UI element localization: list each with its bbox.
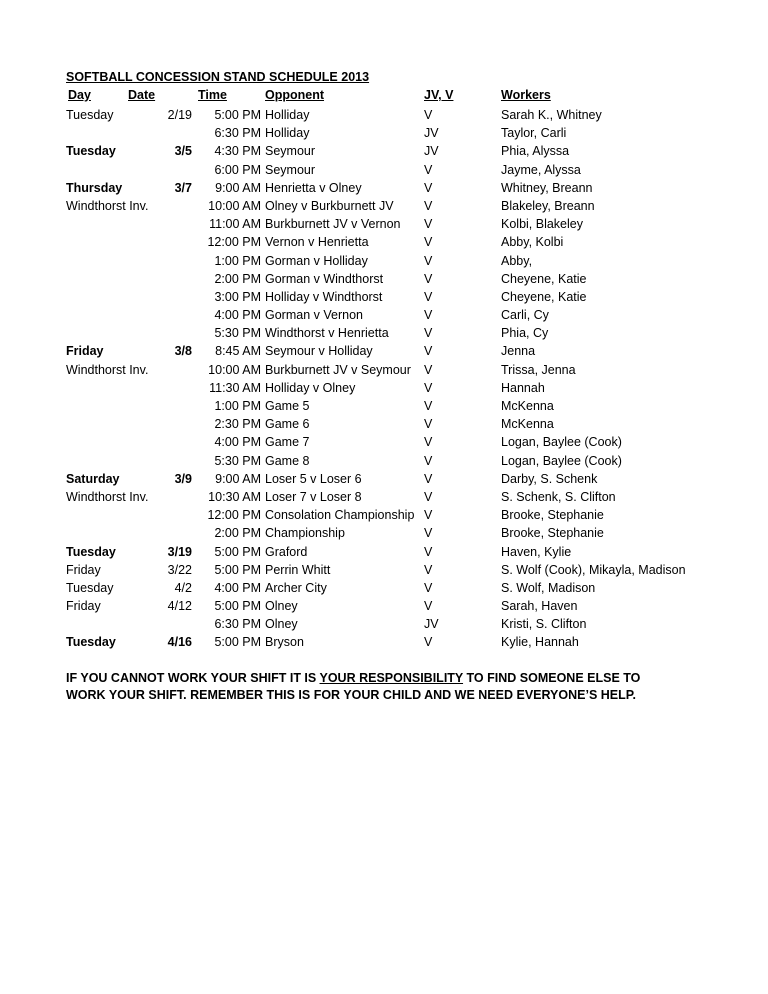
time-cell: 10:00 AM <box>208 362 261 377</box>
workers-cell: Whitney, Breann <box>501 180 593 195</box>
table-row <box>0 561 768 579</box>
table-row <box>0 524 768 542</box>
level-cell: V <box>424 599 433 614</box>
opponent-cell: Championship <box>265 526 345 541</box>
day-cell: Tuesday <box>66 580 114 595</box>
workers-cell: Logan, Baylee (Cook) <box>501 435 622 450</box>
opponent-cell: Holliday <box>265 126 310 141</box>
level-cell: V <box>424 217 433 232</box>
workers-cell: Phia, Cy <box>501 326 549 341</box>
table-row <box>0 142 768 160</box>
level-cell: V <box>424 635 433 650</box>
date-cell: 3/9 <box>174 471 192 486</box>
opponent-cell: Gorman v Vernon <box>265 308 363 323</box>
opponent-cell: Holliday v Olney <box>265 380 356 395</box>
opponent-cell: Burkburnett JV v Seymour <box>265 362 411 377</box>
header-date: Date <box>128 88 156 102</box>
level-cell: V <box>424 580 433 595</box>
level-cell: V <box>424 235 433 250</box>
opponent-cell: Loser 7 v Loser 8 <box>265 489 362 504</box>
footer-emphasis: YOUR RESPONSIBILITY <box>319 671 464 685</box>
workers-cell: Jenna <box>501 344 536 359</box>
header-day: Day <box>68 88 91 102</box>
workers-cell: Sarah, Haven <box>501 599 578 614</box>
table-row <box>0 252 768 270</box>
table-row <box>0 233 768 251</box>
opponent-cell: Seymour <box>265 144 316 159</box>
date-cell: 4/2 <box>174 580 192 595</box>
level-cell: V <box>424 489 433 504</box>
table-row <box>0 106 768 124</box>
level-cell: V <box>424 508 433 523</box>
level-cell: V <box>424 308 433 323</box>
opponent-cell: Seymour <box>265 162 316 177</box>
time-cell: 4:00 PM <box>214 308 261 323</box>
level-cell: V <box>424 253 433 268</box>
table-row <box>0 543 768 561</box>
workers-cell: Brooke, Stephanie <box>501 526 604 541</box>
time-cell: 2:00 PM <box>214 526 261 541</box>
opponent-cell: Holliday v Windthorst <box>265 289 383 304</box>
level-cell: V <box>424 562 433 577</box>
time-cell: 5:00 PM <box>214 544 261 559</box>
workers-cell: S. Schenk, S. Clifton <box>501 489 616 504</box>
time-cell: 4:00 PM <box>214 580 261 595</box>
opponent-cell: Perrin Whitt <box>265 562 331 577</box>
time-cell: 2:30 PM <box>214 417 261 432</box>
table-row <box>0 124 768 142</box>
opponent-cell: Holliday <box>265 108 310 122</box>
time-cell: 5:30 PM <box>214 326 261 341</box>
time-cell: 6:30 PM <box>214 126 261 141</box>
time-cell: 1:00 PM <box>214 399 261 413</box>
workers-cell: Phia, Alyssa <box>501 144 570 159</box>
table-row <box>0 579 768 597</box>
footer-text-2: TO FIND SOMEONE ELSE TO <box>463 671 641 685</box>
workers-cell: Haven, Kylie <box>501 544 572 559</box>
opponent-cell: Burkburnett JV v Vernon <box>265 217 401 232</box>
table-row <box>0 361 768 379</box>
time-cell: 6:30 PM <box>214 617 261 632</box>
table-row <box>0 397 768 415</box>
time-cell: 11:00 AM <box>209 217 261 232</box>
opponent-cell: Loser 5 v Loser 6 <box>265 471 362 486</box>
level-cell: V <box>424 162 433 177</box>
date-cell: 4/16 <box>167 635 192 650</box>
workers-cell: Taylor, Carli <box>501 126 567 141</box>
date-cell: 3/8 <box>174 344 192 359</box>
workers-cell: Kylie, Hannah <box>501 635 579 650</box>
workers-cell: Cheyene, Katie <box>501 271 587 286</box>
level-cell: V <box>424 180 433 195</box>
opponent-cell: Olney v Burkburnett JV <box>265 198 394 213</box>
workers-cell: Hannah <box>501 380 545 395</box>
level-cell: V <box>424 435 433 450</box>
table-row <box>0 215 768 233</box>
table-row <box>0 161 768 179</box>
table-row <box>0 433 768 451</box>
level-cell: V <box>424 544 433 559</box>
opponent-cell: Windthorst v Henrietta <box>265 326 389 341</box>
time-cell: 5:00 PM <box>214 635 261 650</box>
table-row <box>0 452 768 470</box>
time-cell: 11:30 AM <box>209 380 261 395</box>
day-cell: Windthorst Inv. <box>66 362 149 377</box>
workers-cell: S. Wolf (Cook), Mikayla, Madison <box>501 562 686 577</box>
workers-cell: Trissa, Jenna <box>501 362 576 377</box>
day-cell: Thursday <box>66 180 123 195</box>
time-cell: 9:00 AM <box>215 471 261 486</box>
level-cell: JV <box>424 126 439 141</box>
date-cell: 4/12 <box>167 599 192 614</box>
time-cell: 10:30 AM <box>208 489 261 504</box>
day-cell: Saturday <box>66 471 120 486</box>
time-cell: 9:00 AM <box>215 180 261 195</box>
level-cell: V <box>424 108 433 122</box>
workers-cell: Abby, Kolbi <box>501 235 564 250</box>
day-cell: Tuesday <box>66 144 116 159</box>
workers-cell: Logan, Baylee (Cook) <box>501 453 622 468</box>
schedule-table <box>0 106 768 652</box>
opponent-cell: Game 7 <box>265 435 310 450</box>
opponent-cell: Archer City <box>265 580 327 595</box>
table-row <box>0 488 768 506</box>
day-cell: Tuesday <box>66 635 116 650</box>
time-cell: 5:00 PM <box>214 108 261 122</box>
level-cell: V <box>424 362 433 377</box>
table-row <box>0 324 768 342</box>
workers-cell: Kolbi, Blakeley <box>501 217 583 232</box>
date-cell: 2/19 <box>167 108 192 122</box>
table-row <box>0 379 768 397</box>
time-cell: 5:30 PM <box>214 453 261 468</box>
header-opponent: Opponent <box>265 88 325 102</box>
table-row <box>0 270 768 288</box>
opponent-cell: Henrietta v Olney <box>265 180 362 195</box>
level-cell: V <box>424 399 433 413</box>
workers-cell: Cheyene, Katie <box>501 289 587 304</box>
table-row <box>0 506 768 524</box>
opponent-cell: Olney <box>265 599 298 614</box>
day-cell: Friday <box>66 562 101 577</box>
workers-cell: Carli, Cy <box>501 308 549 323</box>
table-row <box>0 288 768 306</box>
table-row <box>0 306 768 324</box>
table-row <box>0 342 768 360</box>
workers-cell: Abby, <box>501 253 533 268</box>
opponent-cell: Vernon v Henrietta <box>265 235 369 250</box>
level-cell: V <box>424 380 433 395</box>
time-cell: 5:00 PM <box>214 599 261 614</box>
table-row <box>0 615 768 633</box>
footer-notice <box>66 670 706 704</box>
table-row <box>0 197 768 215</box>
opponent-cell: Consolation Championship <box>265 508 415 523</box>
workers-cell: Sarah K., Whitney <box>501 108 602 122</box>
opponent-cell: Gorman v Holliday <box>265 253 368 268</box>
opponent-cell: Gorman v Windthorst <box>265 271 384 286</box>
table-row <box>0 179 768 197</box>
time-cell: 1:00 PM <box>214 253 261 268</box>
date-cell: 3/22 <box>167 562 192 577</box>
time-cell: 2:00 PM <box>214 271 261 286</box>
header-workers: Workers <box>501 88 551 102</box>
level-cell: JV <box>424 617 439 632</box>
level-cell: V <box>424 198 433 213</box>
day-cell: Windthorst Inv. <box>66 198 149 213</box>
table-row <box>0 415 768 433</box>
workers-cell: Blakeley, Breann <box>501 198 595 213</box>
workers-cell: Darby, S. Schenk <box>501 471 598 486</box>
time-cell: 5:00 PM <box>214 562 261 577</box>
time-cell: 10:00 AM <box>208 198 261 213</box>
opponent-cell: Game 5 <box>265 399 310 413</box>
opponent-cell: Olney <box>265 617 298 632</box>
level-cell: V <box>424 289 433 304</box>
day-cell: Tuesday <box>66 544 116 559</box>
date-cell: 3/5 <box>174 144 192 159</box>
workers-cell: Kristi, S. Clifton <box>501 617 587 632</box>
level-cell: V <box>424 526 433 541</box>
document-title: SOFTBALL CONCESSION STAND SCHEDULE 2013 <box>66 70 370 84</box>
level-cell: V <box>424 344 433 359</box>
level-cell: JV <box>424 144 439 159</box>
workers-cell: Brooke, Stephanie <box>501 508 604 523</box>
workers-cell: McKenna <box>501 417 554 432</box>
time-cell: 6:00 PM <box>214 162 261 177</box>
opponent-cell: Seymour v Holliday <box>265 344 373 359</box>
time-cell: 4:00 PM <box>214 435 261 450</box>
footer-line-1 <box>66 670 706 687</box>
day-cell: Tuesday <box>66 108 114 122</box>
header-time: Time <box>198 88 227 102</box>
level-cell: V <box>424 326 433 341</box>
day-cell: Windthorst Inv. <box>66 489 149 504</box>
workers-cell: McKenna <box>501 399 554 413</box>
level-cell: V <box>424 471 433 486</box>
date-cell: 3/19 <box>167 544 192 559</box>
time-cell: 12:00 PM <box>207 508 261 523</box>
level-cell: V <box>424 417 433 432</box>
opponent-cell: Bryson <box>265 635 304 650</box>
table-row <box>0 633 768 651</box>
opponent-cell: Game 6 <box>265 417 310 432</box>
header-jv-v: JV, V <box>424 88 454 102</box>
time-cell: 8:45 AM <box>215 344 261 359</box>
workers-cell: Jayme, Alyssa <box>501 162 581 177</box>
day-cell: Friday <box>66 344 104 359</box>
level-cell: V <box>424 271 433 286</box>
time-cell: 4:30 PM <box>214 144 261 159</box>
opponent-cell: Graford <box>265 544 308 559</box>
level-cell: V <box>424 453 433 468</box>
footer-text-1: IF YOU CANNOT WORK YOUR SHIFT IT IS <box>66 671 320 685</box>
opponent-cell: Game 8 <box>265 453 310 468</box>
time-cell: 12:00 PM <box>207 235 261 250</box>
table-row <box>0 470 768 488</box>
workers-cell: S. Wolf, Madison <box>501 580 596 595</box>
day-cell: Friday <box>66 599 101 614</box>
time-cell: 3:00 PM <box>214 289 261 304</box>
table-row <box>0 597 768 615</box>
date-cell: 3/7 <box>174 180 192 195</box>
footer-line-2: WORK YOUR SHIFT. REMEMBER THIS IS FOR YOUR CHILD AND WE NEED EVERYONE’S HELP. <box>66 688 636 702</box>
